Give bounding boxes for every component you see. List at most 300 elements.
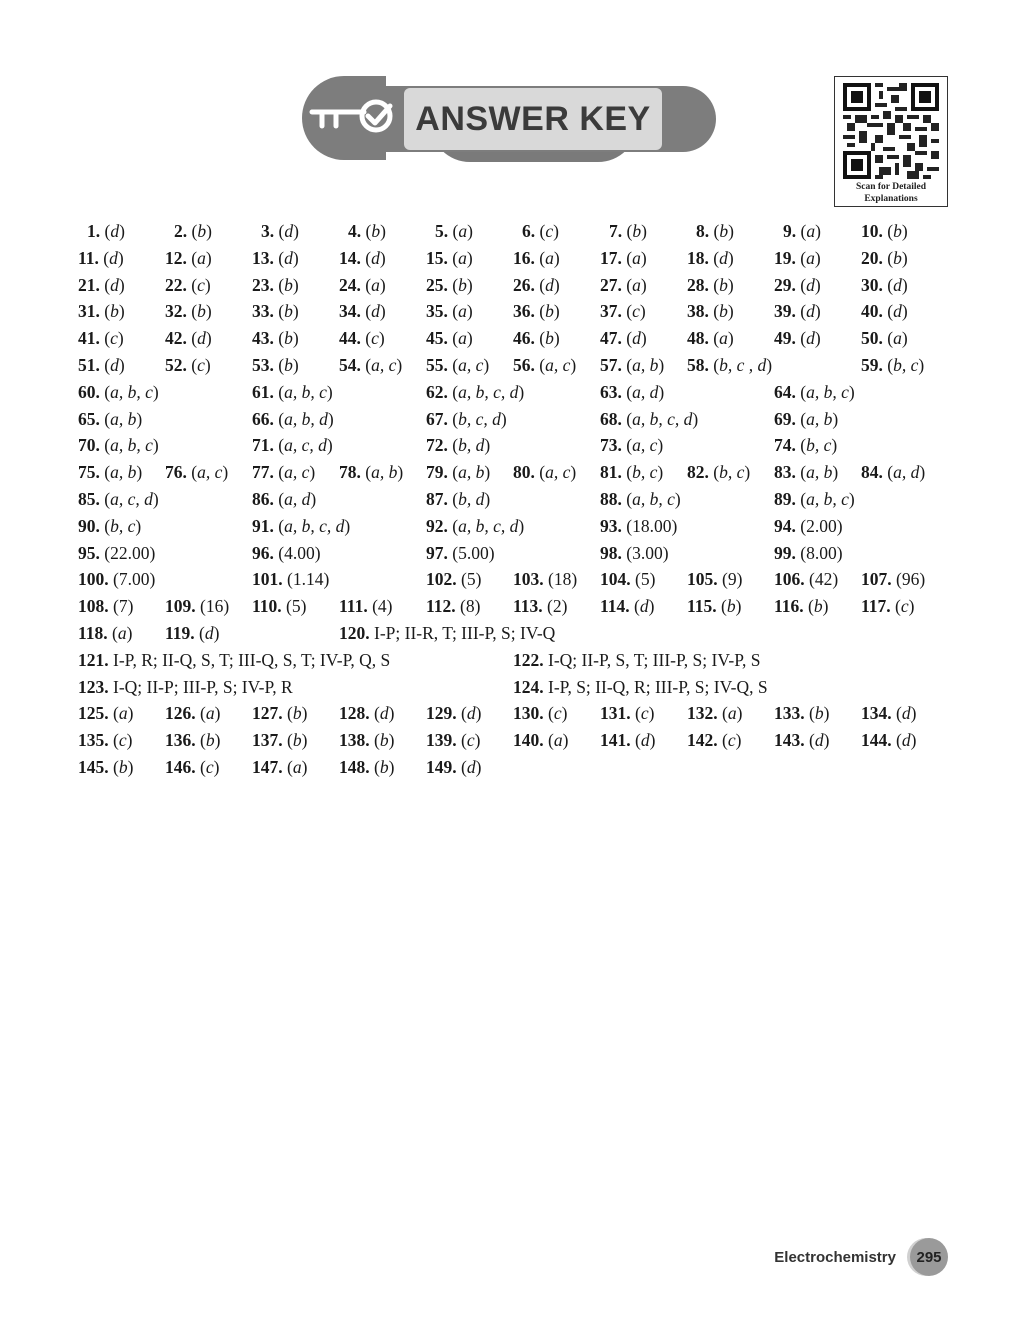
answer-value: (d) — [635, 730, 656, 751]
answer-item — [774, 703, 829, 724]
answer-item — [426, 409, 507, 430]
answer-row — [78, 623, 958, 650]
question-number: 40. — [861, 301, 883, 322]
question-number: 100. — [78, 569, 109, 590]
answer-value: (3.00) — [626, 542, 669, 563]
question-number: 78. — [339, 462, 361, 483]
answer-item — [78, 730, 132, 751]
answer-item — [252, 301, 299, 322]
answer-value: (a) — [539, 247, 560, 268]
answer-value: (c) — [626, 301, 646, 322]
question-number: 128. — [339, 703, 370, 724]
answer-value: (b) — [887, 221, 908, 241]
answer-item — [861, 248, 908, 269]
answer-row — [78, 275, 958, 302]
answer-item — [687, 328, 734, 349]
answer-item — [696, 221, 734, 242]
question-number: 4. — [348, 221, 362, 241]
answer-value: (b) — [809, 703, 830, 724]
question-number: 145. — [78, 756, 109, 777]
answer-row — [78, 409, 958, 436]
question-number: 45. — [426, 328, 448, 349]
answer-value: (8.00) — [800, 542, 843, 563]
answer-value: (a) — [191, 247, 212, 268]
answer-item — [774, 730, 829, 751]
answer-value: (a, b, c, d) — [278, 515, 351, 536]
page-title: ANSWER KEY — [415, 99, 651, 138]
answer-item — [426, 462, 490, 483]
answer-item — [513, 650, 760, 671]
answer-value: I-P, R; II-Q, S, T; III-Q, S, T; IV-P, Q, S — [113, 649, 391, 670]
question-number: 110. — [252, 596, 282, 617]
qr-code-box[interactable] — [834, 76, 948, 207]
question-number: 134. — [861, 703, 892, 724]
answer-item — [339, 730, 394, 751]
answer-value: (a, b) — [800, 462, 839, 483]
question-number: 8. — [696, 221, 710, 241]
answer-value: (b, d) — [452, 435, 491, 456]
question-number: 112. — [426, 596, 456, 617]
answer-item — [252, 489, 316, 510]
answer-item — [426, 516, 524, 537]
answer-value: I-P, S; II-Q, R; III-P, S; IV-Q, S — [548, 676, 768, 697]
answer-row — [78, 569, 958, 596]
answer-value: (b) — [278, 274, 299, 295]
answer-value: (b) — [191, 301, 212, 322]
answer-value: (d) — [896, 730, 917, 751]
question-number: 74. — [774, 435, 796, 456]
answer-item — [165, 730, 220, 751]
question-number: 34. — [339, 301, 361, 322]
question-number: 103. — [513, 569, 544, 590]
answer-row — [78, 382, 958, 409]
answer-value: (b) — [365, 221, 386, 241]
question-number: 143. — [774, 730, 805, 751]
answer-item — [774, 596, 828, 617]
answer-item — [774, 489, 855, 510]
answer-value: (a, b, c) — [104, 435, 159, 456]
question-number: 39. — [774, 301, 796, 322]
question-number: 101. — [252, 569, 283, 590]
answer-item — [78, 435, 159, 456]
answer-value: (c) — [191, 354, 211, 375]
question-number: 30. — [861, 274, 883, 295]
answer-value: (b) — [200, 730, 221, 751]
question-number: 106. — [774, 569, 805, 590]
question-number: 79. — [426, 462, 448, 483]
answer-value: (a) — [626, 247, 647, 268]
answer-value: (a, d) — [887, 462, 926, 483]
question-number: 58. — [687, 354, 709, 375]
answer-item — [774, 382, 855, 403]
question-number: 135. — [78, 730, 109, 751]
question-number: 126. — [165, 703, 196, 724]
answer-row — [78, 650, 958, 677]
answer-item — [252, 516, 350, 537]
answer-item — [861, 221, 908, 242]
question-number: 55. — [426, 354, 448, 375]
answer-item — [774, 301, 821, 322]
answer-row — [78, 703, 958, 730]
answer-item — [600, 462, 663, 483]
answer-value: (a, b) — [104, 408, 143, 429]
answer-item — [600, 382, 664, 403]
question-number: 131. — [600, 703, 631, 724]
question-number: 54. — [339, 354, 361, 375]
answer-item — [426, 703, 481, 724]
answer-value: (b) — [374, 730, 395, 751]
answer-value: (c) — [548, 703, 568, 724]
question-number: 133. — [774, 703, 805, 724]
answer-item — [861, 596, 914, 617]
answer-row — [78, 435, 958, 462]
answer-value: (a) — [113, 703, 134, 724]
answer-item — [348, 221, 386, 242]
answer-item — [78, 677, 293, 698]
answer-value: (a) — [452, 328, 473, 349]
answer-value: (b) — [104, 301, 125, 322]
answer-value: (a, b) — [800, 408, 839, 429]
answer-value: (b) — [278, 301, 299, 322]
answer-value: (b) — [626, 221, 647, 241]
question-number: 22. — [165, 274, 187, 295]
answer-value: (b, c) — [104, 515, 142, 536]
question-number: 23. — [252, 274, 274, 295]
answer-value: (a, d) — [626, 381, 665, 402]
answer-item — [165, 623, 219, 644]
answer-value: (d) — [887, 301, 908, 322]
question-number: 14. — [339, 247, 361, 268]
answer-item — [513, 355, 576, 376]
answer-value: (b) — [887, 247, 908, 268]
answer-item — [78, 382, 159, 403]
answer-value: (a, c, d) — [104, 488, 159, 509]
answer-item — [513, 730, 568, 751]
answer-value: (b, c) — [800, 435, 838, 456]
answer-value: (a) — [200, 703, 221, 724]
answer-item — [861, 730, 916, 751]
answer-value: (b) — [539, 328, 560, 349]
answer-value: (b) — [808, 596, 829, 617]
answer-item — [687, 275, 734, 296]
answer-value: (d) — [104, 221, 125, 241]
answer-item — [252, 382, 333, 403]
answer-value: (d) — [713, 247, 734, 268]
answer-value: (a) — [800, 247, 821, 268]
answer-item — [252, 435, 333, 456]
answer-item — [774, 569, 838, 590]
answer-row — [78, 301, 958, 328]
answer-item — [600, 409, 698, 430]
answer-item — [165, 596, 229, 617]
answer-value: (d) — [539, 274, 560, 295]
question-number: 137. — [252, 730, 283, 751]
question-number: 12. — [165, 247, 187, 268]
question-number: 66. — [252, 408, 274, 429]
answer-item — [600, 328, 647, 349]
question-number: 142. — [687, 730, 718, 751]
question-number: 56. — [513, 354, 535, 375]
answer-row — [78, 221, 958, 248]
question-number: 6. — [522, 221, 536, 241]
answer-value: (c) — [191, 274, 211, 295]
answer-item — [600, 275, 647, 296]
answer-item — [339, 355, 402, 376]
question-number: 97. — [426, 542, 448, 563]
question-number: 114. — [600, 596, 630, 617]
answer-value: (a) — [112, 622, 133, 643]
answer-item — [252, 569, 329, 590]
question-number: 102. — [426, 569, 457, 590]
answer-value: (2) — [547, 596, 568, 617]
answer-item — [861, 703, 916, 724]
answer-value: (a) — [722, 703, 743, 724]
question-number: 107. — [861, 569, 892, 590]
answer-value: (d) — [199, 622, 220, 643]
question-number: 129. — [426, 703, 457, 724]
question-number: 15. — [426, 247, 448, 268]
answer-value: (a, c) — [539, 462, 577, 483]
question-number: 141. — [600, 730, 631, 751]
answer-item — [339, 248, 386, 269]
question-number: 44. — [339, 328, 361, 349]
answer-item — [339, 301, 386, 322]
answer-item — [687, 462, 750, 483]
question-number: 63. — [600, 381, 622, 402]
answer-value: (16) — [200, 596, 230, 617]
question-number: 37. — [600, 301, 622, 322]
answer-value: (a, b, c, d) — [452, 381, 525, 402]
answer-item — [339, 703, 394, 724]
answer-value: (d) — [365, 247, 386, 268]
answer-item — [78, 355, 125, 376]
answer-item — [687, 569, 742, 590]
question-number: 121. — [78, 649, 109, 670]
answer-item — [78, 757, 133, 778]
question-number: 75. — [78, 462, 100, 483]
answer-value: (a, b) — [365, 462, 404, 483]
answer-item — [252, 248, 299, 269]
answer-item — [165, 275, 211, 296]
question-number: 138. — [339, 730, 370, 751]
question-number: 61. — [252, 381, 274, 402]
question-number: 51. — [78, 354, 100, 375]
question-number: 7. — [609, 221, 623, 241]
question-number: 62. — [426, 381, 448, 402]
question-number: 57. — [600, 354, 622, 375]
answer-value: (b) — [287, 703, 308, 724]
answer-item — [861, 275, 908, 296]
answer-row — [78, 462, 958, 489]
answer-item — [600, 301, 646, 322]
answer-item — [78, 248, 124, 269]
question-number: 64. — [774, 381, 796, 402]
question-number: 42. — [165, 328, 187, 349]
qr-code-icon[interactable] — [843, 83, 939, 179]
answer-item — [687, 355, 772, 376]
answer-value: (c) — [365, 328, 385, 349]
question-number: 87. — [426, 488, 448, 509]
answer-item — [78, 462, 142, 483]
question-number: 47. — [600, 328, 622, 349]
question-number: 108. — [78, 596, 109, 617]
page-footer — [774, 1238, 952, 1276]
answer-value: (a, b, c) — [800, 488, 855, 509]
answer-row — [78, 516, 958, 543]
question-number: 146. — [165, 756, 196, 777]
answer-value: (18.00) — [626, 515, 678, 536]
answer-value: (d) — [634, 596, 655, 617]
answer-item — [339, 596, 392, 617]
answer-value: (a, c) — [191, 462, 229, 483]
answer-row — [78, 730, 958, 757]
answer-item — [513, 248, 560, 269]
question-number: 59. — [861, 354, 883, 375]
answer-value: (2.00) — [800, 515, 843, 536]
question-number: 28. — [687, 274, 709, 295]
question-number: 77. — [252, 462, 274, 483]
answer-item — [774, 516, 843, 537]
answer-value: (5.00) — [452, 542, 495, 563]
question-number: 26. — [513, 274, 535, 295]
answer-item — [783, 221, 821, 242]
answer-value: (b) — [713, 301, 734, 322]
answer-item — [252, 275, 299, 296]
answer-item — [339, 757, 394, 778]
answer-item — [78, 703, 133, 724]
answer-item — [687, 730, 741, 751]
answer-item — [426, 328, 473, 349]
answer-item — [600, 435, 663, 456]
question-number: 73. — [600, 435, 622, 456]
question-number: 52. — [165, 354, 187, 375]
question-number: 2. — [174, 221, 188, 241]
question-number: 124. — [513, 676, 544, 697]
answer-item — [252, 703, 307, 724]
answer-value: (a, b, c) — [626, 488, 681, 509]
answer-item — [261, 221, 299, 242]
answer-value: (b, c) — [887, 354, 925, 375]
question-number: 119. — [165, 622, 195, 643]
answer-item — [165, 757, 219, 778]
page-number-badge — [910, 1238, 948, 1276]
answer-item — [78, 301, 125, 322]
answer-value: (5) — [286, 596, 307, 617]
answer-value: (d) — [374, 703, 395, 724]
question-number: 16. — [513, 247, 535, 268]
answer-value: (96) — [896, 569, 926, 590]
answer-value: (d) — [461, 756, 482, 777]
answer-item — [600, 543, 669, 564]
answer-value: (c) — [200, 756, 220, 777]
question-number: 1. — [87, 221, 101, 241]
question-number: 91. — [252, 515, 274, 536]
answer-item — [78, 489, 159, 510]
answer-grid — [78, 221, 958, 784]
answer-item — [165, 248, 212, 269]
question-number: 118. — [78, 622, 108, 643]
question-number: 86. — [252, 488, 274, 509]
question-number: 25. — [426, 274, 448, 295]
answer-value: (a, c) — [539, 354, 577, 375]
answer-value: (b) — [452, 274, 473, 295]
answer-value: (b) — [278, 328, 299, 349]
answer-value: (a) — [452, 247, 473, 268]
question-number: 48. — [687, 328, 709, 349]
answer-value: (c) — [113, 730, 133, 751]
answer-item — [78, 543, 155, 564]
question-number: 46. — [513, 328, 535, 349]
answer-item — [78, 328, 124, 349]
answer-item — [339, 462, 403, 483]
answer-item — [774, 248, 821, 269]
answer-item — [426, 730, 480, 751]
question-number: 80. — [513, 462, 535, 483]
question-number: 24. — [339, 274, 361, 295]
answer-value: (d) — [461, 703, 482, 724]
answer-value: I-P; II-R, T; III-P, S; IV-Q — [374, 622, 556, 643]
answer-value: (d) — [104, 354, 125, 375]
question-number: 127. — [252, 703, 283, 724]
answer-value: (a) — [713, 328, 734, 349]
question-number: 136. — [165, 730, 196, 751]
answer-item — [687, 301, 734, 322]
answer-item — [861, 355, 924, 376]
question-number: 70. — [78, 435, 100, 456]
answer-value: (c) — [635, 703, 655, 724]
answer-item — [600, 248, 647, 269]
question-number: 111. — [339, 596, 368, 617]
answer-item — [774, 435, 837, 456]
question-number: 123. — [78, 676, 109, 697]
answer-item — [600, 730, 655, 751]
answer-item — [513, 677, 768, 698]
question-number: 10. — [861, 221, 883, 241]
answer-item — [252, 355, 299, 376]
question-number: 35. — [426, 301, 448, 322]
answer-item — [600, 596, 654, 617]
answer-value: (d) — [800, 301, 821, 322]
question-number: 85. — [78, 488, 100, 509]
question-number: 68. — [600, 408, 622, 429]
answer-value: (b) — [713, 221, 734, 241]
answer-item — [513, 569, 577, 590]
answer-value: (c) — [104, 328, 124, 349]
question-number: 82. — [687, 462, 709, 483]
answer-value: (a, c) — [278, 462, 316, 483]
question-number: 3. — [261, 221, 275, 241]
answer-value: (b, c) — [713, 462, 751, 483]
answer-value: (d) — [800, 274, 821, 295]
answer-value: (d) — [104, 274, 125, 295]
answer-value: (d) — [103, 247, 124, 268]
question-number: 120. — [339, 622, 370, 643]
answer-item — [426, 382, 524, 403]
answer-value: (7.00) — [113, 569, 156, 590]
question-number: 115. — [687, 596, 717, 617]
answer-value: (a, c) — [626, 435, 664, 456]
answer-item — [513, 328, 560, 349]
answer-value: (a) — [800, 221, 821, 241]
question-number: 132. — [687, 703, 718, 724]
answer-value: (a) — [626, 274, 647, 295]
question-number: 122. — [513, 649, 544, 670]
answer-value: (22.00) — [104, 542, 156, 563]
question-number: 13. — [252, 247, 274, 268]
question-number: 105. — [687, 569, 718, 590]
answer-value: (a, b, c) — [278, 381, 333, 402]
question-number: 60. — [78, 381, 100, 402]
